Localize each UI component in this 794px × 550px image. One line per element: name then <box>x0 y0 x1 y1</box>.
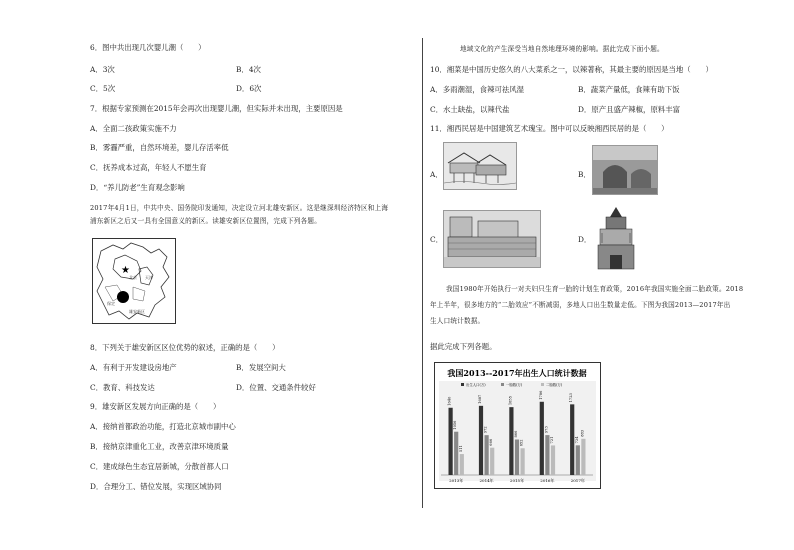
q7-stem: 7．根据专家预测在2015年会再次出现婴儿潮，但实际并未出现，主要原因是 <box>90 104 343 113</box>
q7-option-a[interactable]: A．全面二孩政策实施不力 <box>90 124 177 133</box>
q7-option-b[interactable]: B．雾霾严重，自然环境差，婴儿存活率低 <box>90 143 229 152</box>
bar-value-label: 721 <box>550 436 554 444</box>
passage-line-1: 2017年4月1日，中共中央、国务院印发通知，决定设立河北雄安新区。这是继深圳经济特区和上海 <box>90 204 389 212</box>
map-label-beijing: 北京 <box>129 275 137 280</box>
context-line: 地域文化的产生深受当地自然地理环境的影响。据此完成下面小题。 <box>460 45 664 53</box>
category-label: 2014年 <box>479 478 494 483</box>
stilt-house-sketch[interactable] <box>443 142 517 190</box>
category-label: 2013年 <box>449 478 464 483</box>
bar-value-label: 883 <box>580 429 585 437</box>
q8-option-d[interactable]: D．位置、交通条件较好 <box>236 383 316 392</box>
bar-2016年-0 <box>540 402 544 475</box>
legend-swatch <box>501 383 504 386</box>
q8-option-a[interactable]: A．有利于开发建设房地产 <box>90 363 177 372</box>
q10-option-c[interactable]: C．水土缺盐，以辣代盐 <box>430 105 510 114</box>
xiongan-location-map <box>92 238 176 324</box>
bar-2017年-2 <box>581 439 585 475</box>
q11-stem: 11．湘西民居是中国建筑艺术瑰宝。图中可以反映湘西民居的是（ ） <box>430 124 669 133</box>
q10-option-a[interactable]: A．多雨潮湿，食辣可祛风湿 <box>430 85 525 94</box>
bar-2017年-1 <box>576 445 580 475</box>
bar-value-label: 1723 <box>569 393 574 403</box>
bar-2015年-2 <box>521 448 525 475</box>
q11-option-a[interactable]: A． <box>430 170 443 179</box>
bar-2013年-1 <box>454 432 458 475</box>
bar-value-label: 866 <box>514 430 518 438</box>
bar-value-label: 973 <box>544 426 549 434</box>
bar-2016年-1 <box>545 435 549 475</box>
legend-label: 出生人口(万) <box>466 383 486 387</box>
answer-instruction: 据此完成下列各题。 <box>430 342 497 351</box>
chart-title: 我国2013--2017年出生人口统计数据 <box>447 368 587 378</box>
legend-label: 二胎数(万) <box>546 383 563 387</box>
bar-value-label: 1056 <box>453 420 458 430</box>
category-label: 2016年 <box>540 478 555 483</box>
fortress-wall-sketch[interactable] <box>443 210 541 268</box>
bar-2013年-0 <box>449 408 453 475</box>
bar-value-label: 972 <box>483 426 488 434</box>
xiongan-marker-icon <box>117 291 129 303</box>
column-divider <box>422 38 423 508</box>
bar-value-label: 724 <box>574 436 579 444</box>
birth-passage-line-3: 生人口统计数据。 <box>430 317 485 325</box>
q6-option-c[interactable]: C．5次 <box>90 84 116 93</box>
q9-option-b[interactable]: B．接纳京津重化工业，改善京津环境质量 <box>90 442 229 451</box>
bar-value-label: 511 <box>458 445 463 453</box>
beijing-star-icon: ★ <box>121 265 130 276</box>
bar-value-label: 1640 <box>447 396 452 406</box>
legend-swatch <box>461 383 464 386</box>
q7-option-d[interactable]: D．“养儿防老”生育观念影响 <box>90 183 185 192</box>
q6-stem: 6．图中共出现几次婴儿潮（ ） <box>90 43 206 52</box>
q6-option-d[interactable]: D．6次 <box>236 84 262 93</box>
birth-passage-line-2: 年上半年，很多地方的“二胎效应”不断减弱，多地人口出生数量走低。下图为我国2013—2017年出 <box>430 301 731 309</box>
bar-2014年-1 <box>485 435 489 475</box>
bar-value-label: 1786 <box>538 390 543 400</box>
cave-dwelling-photo[interactable] <box>592 145 658 195</box>
tower-building-sketch[interactable] <box>592 205 640 273</box>
q9-stem: 9．雄安新区发展方向正确的是（ ） <box>90 402 221 411</box>
map-label-xiongan: 雄安新区 <box>129 309 145 314</box>
bar-2014年-0 <box>479 406 483 475</box>
category-label: 2015年 <box>509 478 525 483</box>
q8-option-b[interactable]: B．发展空间大 <box>236 363 286 372</box>
bar-value-label: 1687 <box>478 394 482 404</box>
q11-option-b[interactable]: B． <box>578 170 591 179</box>
bar-2014年-2 <box>490 448 494 475</box>
bar-2017年-0 <box>570 404 574 475</box>
q11-option-c[interactable]: C． <box>430 235 444 244</box>
q7-option-c[interactable]: C．抚养成本过高，年轻人不愿生育 <box>90 163 207 172</box>
legend-swatch <box>541 383 544 386</box>
q10-option-b[interactable]: B．蔬菜产量低，食辣有助下饭 <box>578 85 680 94</box>
q6-option-b[interactable]: B．4次 <box>236 65 261 74</box>
bar-2016年-2 <box>551 445 555 475</box>
bar-value-label: 1655 <box>508 395 513 406</box>
q9-option-d[interactable]: D．合理分工、错位发展，实现区域协同 <box>90 482 222 491</box>
bar-2015年-1 <box>515 439 519 475</box>
passage-line-2: 浦东新区之后又一具有全国意义的新区。读雄安新区位置图，完成下列各题。 <box>90 217 321 225</box>
legend-label: 一胎数(万) <box>506 383 523 387</box>
q9-option-c[interactable]: C．建成绿色生态宜居新城，分散首都人口 <box>90 462 229 471</box>
q10-stem: 10．湘菜是中国历史悠久的八大菜系之一，以辣著称，其最主要的原因是当地（ ） <box>430 65 713 74</box>
q8-stem: 8．下列关于雄安新区区位优势的叙述，正确的是（ ） <box>90 343 280 352</box>
q6-option-a[interactable]: A．3次 <box>90 65 115 74</box>
map-label-tianjin: 天津 <box>145 275 153 280</box>
q8-option-c[interactable]: C．教育、科技发达 <box>90 383 155 392</box>
q9-option-a[interactable]: A．接纳首都政治功能，打造北京城市副中心 <box>90 422 236 431</box>
category-label: 2017年 <box>570 478 585 483</box>
bar-2015年-0 <box>509 407 513 475</box>
q11-option-d[interactable]: D． <box>578 235 592 244</box>
q10-option-d[interactable]: D．原产且盛产辣椒，原料丰富 <box>578 105 681 114</box>
bar-2013年-2 <box>460 454 464 475</box>
birth-passage-line-1: 我国1980年开始执行一对夫妇只生育一胎的计划生育政策，2016年我国实施全面二胎政策。2018 <box>446 285 744 293</box>
bar-value-label: 652 <box>519 439 524 447</box>
birth-statistics-chart <box>434 362 601 489</box>
bar-value-label: 666 <box>489 438 494 446</box>
map-label-baoding: 保定 <box>107 301 115 306</box>
